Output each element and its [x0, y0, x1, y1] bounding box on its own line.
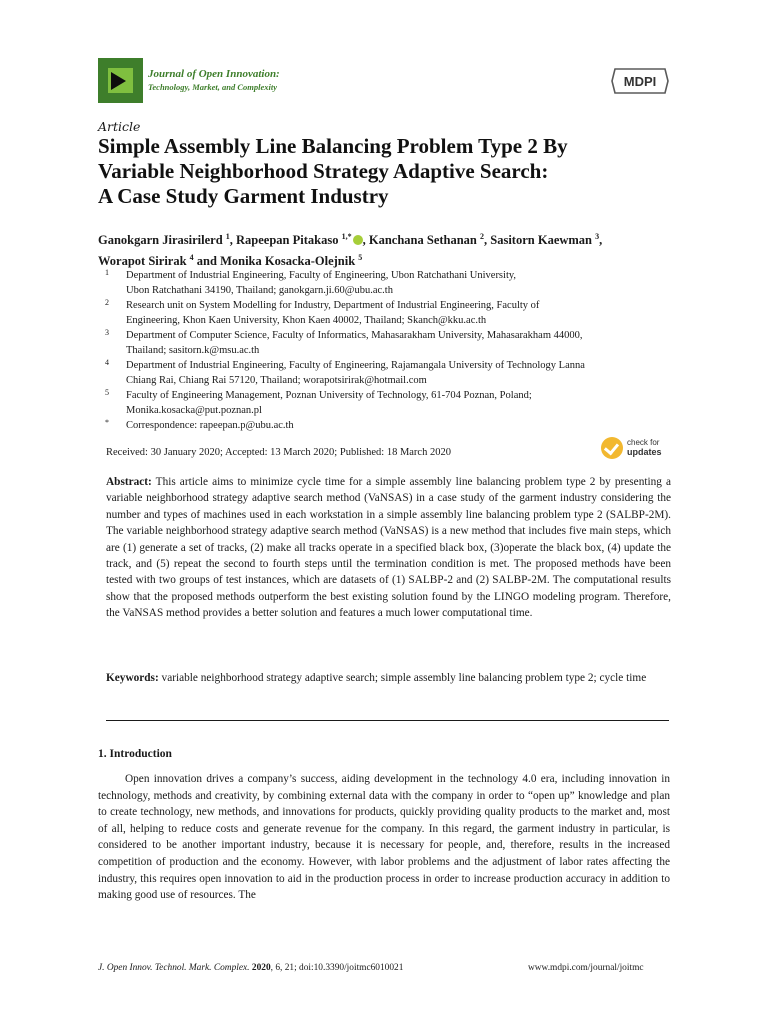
affiliation-number: 5	[105, 388, 109, 397]
author-name: Ganokgarn Jirasirilerd	[98, 233, 223, 247]
title-line: Simple Assembly Line Balancing Problem Type 2 By	[98, 134, 568, 158]
affiliation-number: 1	[105, 268, 109, 277]
keywords-label: Keywords:	[106, 672, 159, 684]
check-badge-icon	[601, 437, 623, 459]
affiliation-item	[105, 358, 675, 388]
publication-dates: Received: 30 January 2020; Accepted: 13 March 2020; Published: 18 March 2020	[106, 447, 451, 458]
author-affil-sup: 4	[189, 253, 194, 262]
orcid-icon[interactable]	[353, 235, 363, 245]
mdpi-logo-text: MDPI	[623, 74, 657, 89]
section-body: Open innovation drives a company’s success, aiding development in the technology 4.0 era, including innovation in technology, methods and creativity, by combining external data with the company in order to “open up” knowledge and plan to create technology, new methods, and innovations for products, quickly providing quality products to the market and, most of all, helping to reduce costs and generate revenue for the company. In this regard, the garment industry in particular, is considered to be another important industry, because it is necessary for people, and, therefore, results in the increased competition of production and the economy. However, with labor problems and the adjustment of labor rates affecting the industry, this requires open innovation to aid in the production process in order to increase production accuracy in addition to making good use of resources. The	[98, 773, 670, 902]
title-line: Variable Neighborhood Strategy Adaptive Search:	[98, 159, 549, 183]
author-conjunction: and	[196, 254, 217, 268]
section-heading: 1. Introduction	[98, 748, 172, 760]
affiliation-line: Department of Industrial Engineering, Faculty of Engineering, Ubon Ratchathani University,	[126, 270, 517, 281]
journal-logo	[98, 58, 143, 103]
affiliation-line: Department of Computer Science, Faculty of Informatics, Mahasarakham University, Mahasarakham 44000,	[126, 330, 583, 341]
author-separator: ,	[599, 233, 603, 247]
author-affil-sup: 5	[358, 253, 363, 262]
affiliation-number: 3	[105, 328, 109, 337]
abstract-label: Abstract:	[106, 476, 152, 488]
author-separator: ,	[229, 233, 233, 247]
play-triangle-icon	[111, 72, 126, 90]
affiliation-line: Department of Industrial Engineering, Faculty of Engineering, Rajamangala University of Technology Lanna	[126, 360, 585, 371]
author-name: Sasitorn Kaewman	[490, 233, 593, 247]
keywords	[106, 670, 671, 686]
affiliation-line: Faculty of Engineering Management, Poznan University of Technology, 61-704 Poznan, Poland;	[126, 390, 532, 401]
author-affil-sup: 1	[225, 232, 230, 241]
journal-subtitle: Technology, Market, and Complexity	[148, 82, 277, 92]
affiliation-item	[105, 328, 675, 358]
author-affil-sup: 1,*	[341, 232, 352, 241]
affiliation-line: Engineering, Khon Kaen University, Khon Kaen 40002, Thailand; Skanch@kku.ac.th	[126, 315, 487, 326]
footer-journal-abbrev: J. Open Innov. Technol. Mark. Complex.	[98, 963, 250, 973]
footer-year: 2020	[251, 963, 271, 973]
author-affil-sup: 3	[595, 232, 600, 241]
title-line: A Case Study Garment Industry	[98, 184, 389, 208]
author-affil-sup: 2	[480, 232, 485, 241]
affiliation-item	[105, 418, 675, 433]
affiliation-line: Correspondence: rapeepan.p@ubu.ac.th	[126, 420, 294, 431]
section-divider	[106, 720, 669, 721]
abstract	[106, 474, 671, 622]
affiliation-number: 2	[105, 298, 109, 307]
footer-citation-rest: , 6, 21; doi:10.3390/joitmc6010021	[270, 963, 404, 973]
author-separator: ,	[484, 233, 488, 247]
keywords-text: variable neighborhood strategy adaptive search; simple assembly line balancing problem type 2; cycle time	[161, 672, 647, 684]
check-updates-line2: updates	[627, 447, 662, 457]
check-updates-line1: check for	[627, 438, 660, 447]
journal-name: Journal of Open Innovation:	[148, 68, 280, 80]
author-name: Monika Kosacka-Olejnik	[220, 254, 356, 268]
affiliation-item	[105, 268, 675, 298]
article-type: Article	[98, 119, 141, 134]
author-list	[98, 228, 678, 270]
affiliation-number: 4	[105, 358, 109, 367]
affiliation-line: Thailand; sasitorn.k@msu.ac.th	[126, 345, 260, 356]
affiliation-list	[105, 268, 675, 433]
author-separator: ,	[362, 233, 366, 247]
abstract-text: This article aims to minimize cycle time for a simple assembly line balancing problem type 2 by presenting a variable neighborhood strategy adaptive search method (VaNSAS) in a case study of the garment industry considering the number and types of machines used in each workstation in a simple assembly line balancing problem type 2 (SALBP-2M). The variable neighborhood strategy adaptive search method (VaNSAS) is a new method that includes five main steps, which are (1) generate a set of tracks, (2) make all tracks operate in a specified black box, (3)operate the black box, (4) update the track, and (5) repeat the second to fourth steps until the termination condition is met. The proposed methods have been tested with two groups of test instances, which are datasets of (1) SALBP-2 and (2) SALBP-2M. The computational results show that the proposed methods outperform the best existing solution found by the LINGO modeling program. Therefore, the VaNSAS method provides a better solution and features a much lower computational time.	[106, 476, 671, 620]
affiliation-line: Monika.kosacka@put.poznan.pl	[126, 405, 262, 416]
affiliation-line: Research unit on System Modelling for Industry, Department of Industrial Engineering, Faculty of	[126, 300, 540, 311]
footer-citation	[98, 963, 403, 973]
affiliation-number: *	[105, 418, 109, 427]
author-name: Kanchana Sethanan	[368, 233, 477, 247]
affiliation-item	[105, 298, 675, 328]
mdpi-logo	[611, 66, 669, 96]
paper-title	[98, 134, 688, 209]
author-name: Worapot Sirirak	[98, 254, 187, 268]
affiliation-line: Chiang Rai, Chiang Rai 57120, Thailand; worapotsirirak@hotmail.com	[126, 375, 427, 386]
check-for-updates-button[interactable]	[601, 436, 676, 462]
author-name: Rapeepan Pitakaso	[236, 233, 339, 247]
footer-url[interactable]: www.mdpi.com/journal/joitmc	[528, 963, 644, 973]
affiliation-item	[105, 388, 675, 418]
affiliation-line: Ubon Ratchathani 34190, Thailand; ganokgarn.ji.60@ubu.ac.th	[126, 285, 393, 296]
